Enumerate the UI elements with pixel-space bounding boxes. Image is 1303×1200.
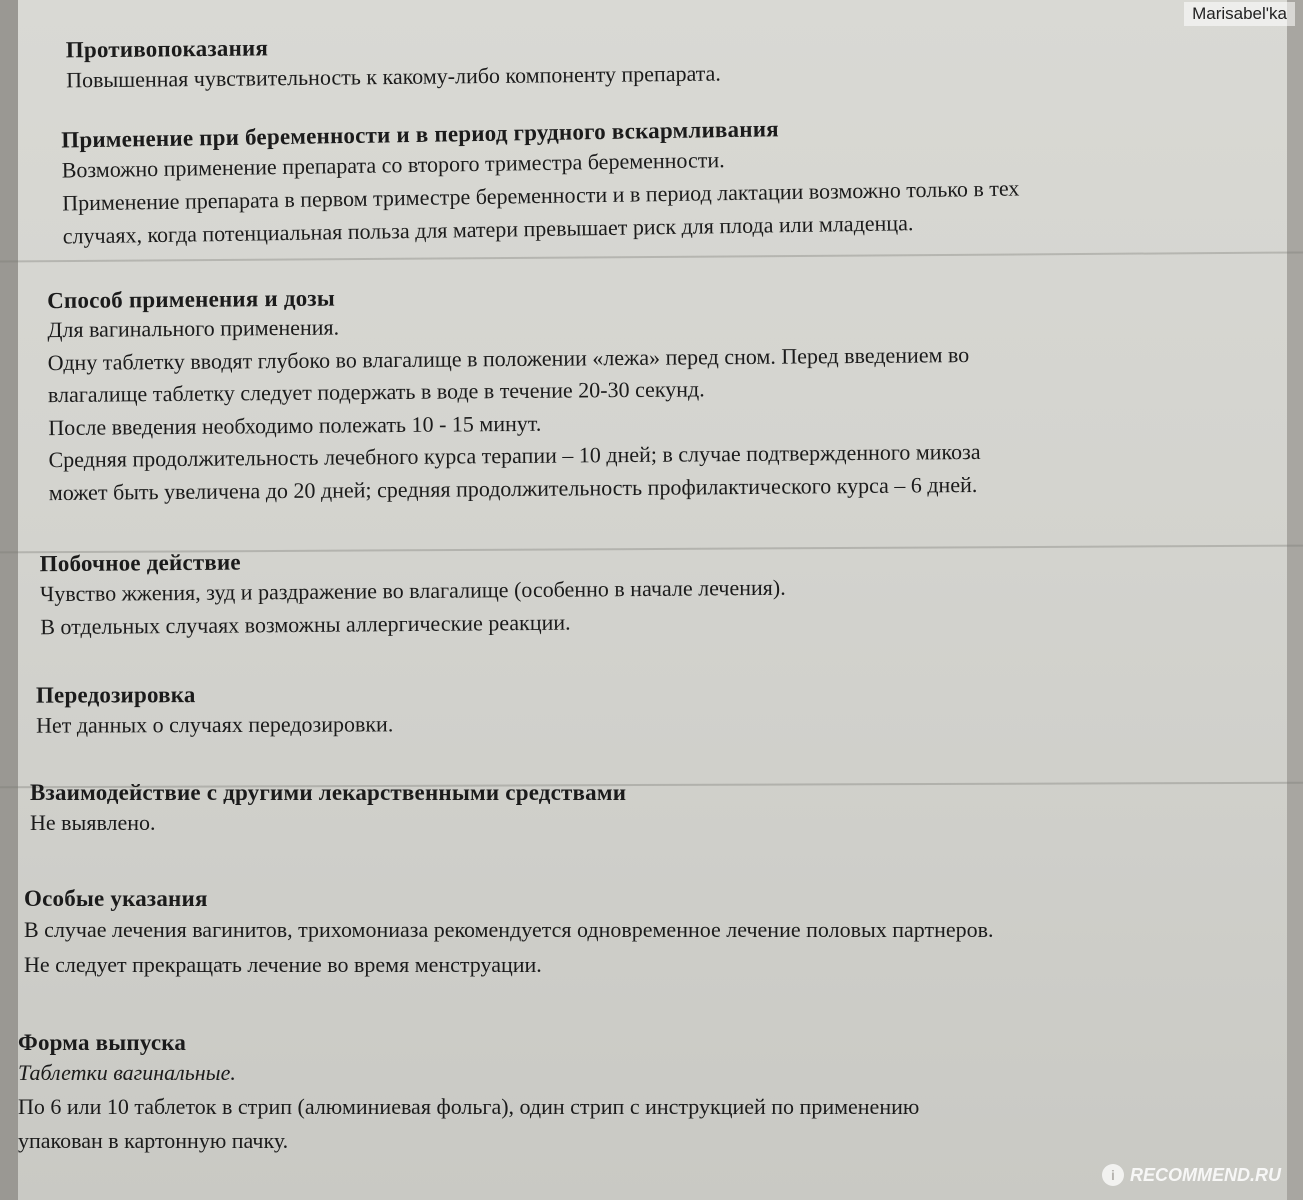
recommend-logo-icon: i bbox=[1102, 1164, 1124, 1186]
section-pregnancy bbox=[61, 112, 1020, 252]
section-line: Применение препарата в первом триместре беременности и в период лактации возможно только в тех bbox=[62, 175, 1020, 216]
section-line: случаях, когда потенциальная польза для матери превышает риск для плода или младенца. bbox=[62, 210, 914, 249]
section-line: Возможно применение препарата со второго триместра беременности. bbox=[61, 147, 725, 183]
section-side-effects bbox=[40, 545, 787, 644]
section-heading: Особые указания bbox=[24, 886, 208, 911]
section-line: Чувство жжения, зуд и раздражение во влагалище (особенно в начале лечения). bbox=[39, 574, 786, 607]
site-logo-text: RECOMMEND.RU bbox=[1130, 1164, 1281, 1185]
section-line: Не следует прекращать лечение во время менструации. bbox=[24, 952, 542, 977]
section-line: По 6 или 10 таблеток в стрип (алюминиевая фольга), один стрип с инструкцией по применению bbox=[18, 1094, 920, 1119]
page-edge-left bbox=[0, 0, 18, 1200]
section-line: упакован в картонную пачку. bbox=[18, 1128, 289, 1153]
section-overdose bbox=[36, 681, 393, 741]
section-line: Нет данных о случаях передозировки. bbox=[36, 711, 394, 738]
site-logo bbox=[1102, 1164, 1281, 1186]
section-line: Для вагинального применения. bbox=[47, 314, 340, 343]
section-line: Повышенная чувствительность к какому-либо компоненту препарата. bbox=[66, 60, 721, 93]
section-special-notes bbox=[24, 886, 994, 982]
section-line: Средняя продолжительность лечебного курса терапии – 10 дней; в случае подтвержденного микоза bbox=[48, 438, 981, 473]
section-line: Не выявлено. bbox=[30, 810, 156, 835]
section-line: Таблетки вагинальные. bbox=[18, 1060, 236, 1085]
section-line: В случае лечения вагинитов, трихомониаза рекомендуется одновременное лечение половых партнеров. bbox=[24, 917, 994, 942]
section-heading: Противопоказания bbox=[65, 35, 269, 63]
author-watermark: Marisabel'ka bbox=[1184, 2, 1295, 26]
section-release-form bbox=[18, 1030, 919, 1158]
section-heading: Взаимодействие с другими лекарственными средствами bbox=[30, 780, 627, 805]
section-line: Одну таблетку вводят глубоко во влагалище в положении «лежа» перед сном. Перед введением во bbox=[47, 341, 970, 375]
section-line: После введения необходимо полежать 10 - 15 минут. bbox=[48, 410, 542, 440]
section-heading: Применение при беременности и в период грудного вскармливания bbox=[61, 116, 779, 153]
section-heading: Передозировка bbox=[35, 682, 196, 708]
section-heading: Способ применения и дозы bbox=[47, 285, 336, 314]
section-heading: Побочное действие bbox=[39, 549, 241, 577]
section-line: В отдельных случаях возможны аллергические реакции. bbox=[40, 609, 571, 640]
page-edge-right bbox=[1287, 0, 1303, 1200]
section-dosage bbox=[47, 280, 981, 509]
section-line: влагалище таблетку следует подержать в воде в течение 20-30 секунд. bbox=[47, 376, 705, 408]
paper-fold bbox=[0, 251, 1303, 262]
section-heading: Форма выпуска bbox=[18, 1030, 187, 1055]
section-line: может быть увеличена до 20 дней; средняя продолжительность профилактического курса – 6 дней. bbox=[48, 471, 978, 505]
section-interactions bbox=[30, 780, 626, 839]
section-contraindications bbox=[66, 31, 721, 97]
